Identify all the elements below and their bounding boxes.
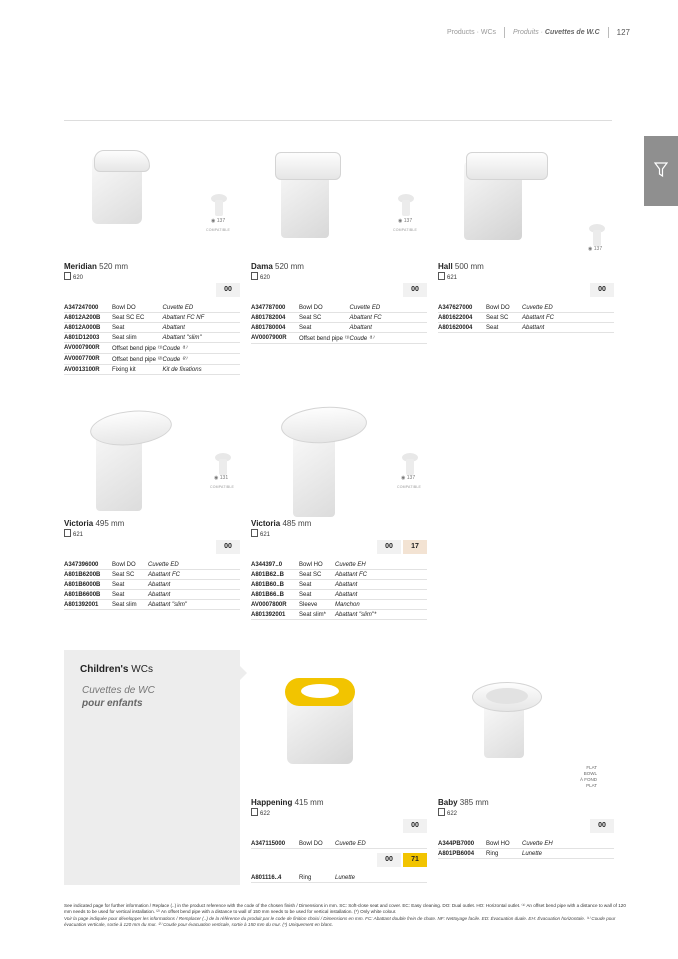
page-number: 127 [616, 28, 630, 37]
reference-code: A801782004 [251, 313, 299, 323]
finish-chip: 00 [216, 540, 240, 554]
reference-code: A347627000 [438, 303, 486, 313]
section-arrow [240, 666, 247, 680]
description-fr: Cuvette EH [335, 560, 427, 570]
description-fr: Cuvette ED [148, 560, 240, 570]
childrens-subtitle-fr: Cuvettes de WC [82, 685, 155, 696]
table-row [251, 873, 427, 883]
product-name: Meridian 520 mm [64, 262, 129, 271]
description-fr: Abattant [148, 590, 240, 600]
finish-chip: 17 [403, 540, 427, 554]
finish-chip: 00 [590, 283, 614, 297]
description-fr: Coude ⁽²⁾ [163, 354, 240, 365]
page-reference: 622 [251, 808, 427, 817]
product-image [251, 389, 427, 517]
finish-chip: 00 [403, 819, 427, 833]
description-fr: Abattant [522, 323, 614, 333]
description-fr: Abattant "slim" [148, 600, 240, 610]
description-fr: Abattant FC [350, 313, 427, 323]
page-header [447, 27, 630, 38]
reference-code: AV0007900R [251, 333, 299, 344]
bidet-reference: ◉ 137 [398, 218, 413, 224]
reference-code: A801392001 [251, 610, 299, 620]
description-fr: Abattant [148, 580, 240, 590]
product-name: Victoria 485 mm [251, 519, 312, 528]
description-fr: Cuvette ED [163, 303, 240, 313]
description-en: Bowl HO [486, 839, 522, 849]
reference-table [251, 303, 427, 344]
reference-code: A344PB7000 [438, 839, 486, 849]
header-divider [504, 27, 505, 38]
product-card-victoria-495 [64, 389, 240, 610]
description-en: Seat SC [112, 570, 148, 580]
product-name: Baby 385 mm [438, 798, 489, 807]
description-en: Seat [299, 580, 335, 590]
reference-code: A347396000 [64, 560, 112, 570]
reference-table-ring [251, 873, 427, 883]
reference-table [438, 839, 614, 859]
description-en: Seat [486, 323, 522, 333]
compatible-label: COMPATIBLE [393, 228, 418, 232]
table-row [251, 580, 427, 590]
description-fr: Manchon [335, 600, 427, 610]
product-image [251, 132, 427, 260]
reference-code: A8012A000B [64, 323, 112, 333]
page-reference: 621 [251, 529, 427, 538]
table-row [251, 600, 427, 610]
childrens-title: Children's WCs [80, 664, 153, 675]
table-row [64, 303, 240, 313]
bidet-reference: ◉ 137 [588, 246, 603, 252]
reference-code: A801PB6004 [438, 849, 486, 859]
table-row [438, 839, 614, 849]
product-card-baby [438, 668, 614, 859]
description-fr: Lunette [335, 873, 427, 883]
description-fr: Abattant "slim" [163, 333, 240, 343]
description-en: Fixing kit [112, 365, 163, 375]
reference-code: A347787000 [251, 303, 299, 313]
description-en: Seat slim [112, 600, 148, 610]
description-en: Offset bend pipe ⁽¹⁾ [112, 343, 163, 354]
description-fr: Abattant FC NF [163, 313, 240, 323]
finish-codes [251, 819, 427, 833]
finish-codes [64, 540, 240, 554]
page-reference: 622 [438, 808, 614, 817]
funnel-icon [654, 162, 668, 178]
description-fr: Abattant FC [148, 570, 240, 580]
page-reference: 620 [64, 272, 240, 281]
description-en: Seat slim [112, 333, 163, 343]
footnote-en: See indicated page for further information / Replace (..) in the product reference with the code of the chosen finish / Dimensions in mm. SC: Soft-close seat and cover. EC: Easy cleaning. DO: Dual outlet. HO: Horizontal outlet. ⁽¹⁾ An offset bend pipe with a distance to wall of 120 mm needs to be used for vertical installation. ⁽²⁾ An offset bend pipe with a distance to wall of 150 mm needs to be used for vertical installation. (*) Only white colour. [64, 903, 626, 914]
finish-codes [438, 819, 614, 833]
finish-codes [251, 283, 427, 297]
reference-table [251, 560, 427, 620]
reference-code: A801D12003 [64, 333, 112, 343]
reference-table [438, 303, 614, 333]
product-card-meridian [64, 132, 240, 375]
description-fr: Abattant [163, 323, 240, 333]
reference-code: A801B6200B [64, 570, 112, 580]
description-fr: Cuvette ED [335, 839, 427, 849]
childrens-section-box [64, 650, 240, 885]
description-en: Seat SC [299, 570, 335, 580]
description-fr: Kit de fixations [163, 365, 240, 375]
product-name: Dama 520 mm [251, 262, 304, 271]
finish-chip: 00 [216, 283, 240, 297]
description-fr: Coude ⁽¹⁾ [350, 333, 427, 344]
table-row [438, 313, 614, 323]
description-fr: Abattant [335, 590, 427, 600]
table-row [64, 354, 240, 365]
table-row [251, 590, 427, 600]
product-card-happening [251, 668, 427, 883]
description-en: Ring [486, 849, 522, 859]
page-reference: 620 [251, 272, 427, 281]
description-en: Seat slim* [299, 610, 335, 620]
description-en: Ring [299, 873, 335, 883]
product-name: Happening 415 mm [251, 798, 324, 807]
bidet-reference: ◉ 137 [211, 218, 226, 224]
description-en: Bowl DO [112, 560, 148, 570]
table-row [64, 570, 240, 580]
finish-chip: 00 [590, 819, 614, 833]
table-row [251, 570, 427, 580]
reference-code: A801780004 [251, 323, 299, 333]
table-row [438, 303, 614, 313]
header-produits-label: Produits · Cuvettes de W.C [513, 29, 600, 36]
finish-codes [64, 283, 240, 297]
top-rule [64, 120, 612, 121]
finish-chip: 00 [377, 853, 401, 867]
reference-code: A801622004 [438, 313, 486, 323]
description-fr: Abattant "slim"* [335, 610, 427, 620]
description-en: Offset bend pipe ⁽¹⁾ [299, 333, 350, 344]
header-products-label: Products · WCs [447, 29, 497, 36]
description-en: Seat SC [486, 313, 522, 323]
finish-chip: 00 [377, 540, 401, 554]
table-row [64, 590, 240, 600]
description-en: Sleeve [299, 600, 335, 610]
page-reference: 621 [438, 272, 614, 281]
reference-code: AV0007900R [64, 343, 112, 354]
header-divider [608, 27, 609, 38]
description-fr: Abattant [335, 580, 427, 590]
description-fr: Cuvette ED [350, 303, 427, 313]
table-row [251, 610, 427, 620]
table-row [64, 323, 240, 333]
page-reference: 621 [64, 529, 240, 538]
description-en: Bowl DO [486, 303, 522, 313]
product-name: Victoria 495 mm [64, 519, 125, 528]
description-en: Seat [112, 590, 148, 600]
table-row [64, 560, 240, 570]
table-row [64, 580, 240, 590]
product-card-hall [438, 132, 614, 333]
description-en: Seat [112, 323, 163, 333]
table-row [64, 365, 240, 375]
reference-code: AV0013100R [64, 365, 112, 375]
finish-chip: 00 [403, 283, 427, 297]
description-en: Seat SC EC [112, 313, 163, 323]
product-image [64, 132, 240, 260]
reference-code: A801620004 [438, 323, 486, 333]
description-en: Seat [299, 323, 350, 333]
childrens-subtitle-fr-bold: pour enfants [82, 698, 143, 709]
reference-code: A801116..4 [251, 873, 299, 883]
reference-table [251, 839, 427, 849]
table-row [251, 313, 427, 323]
reference-code: A801B6000B [64, 580, 112, 590]
product-name: Hall 500 mm [438, 262, 484, 271]
table-row [438, 323, 614, 333]
product-image [438, 132, 614, 260]
description-en: Bowl DO [299, 839, 335, 849]
description-fr: Abattant FC [335, 570, 427, 580]
table-row [251, 303, 427, 313]
product-image [64, 389, 240, 517]
finish-chip: 71 [403, 853, 427, 867]
table-row [251, 839, 427, 849]
description-fr: Abattant [350, 323, 427, 333]
reference-code: A347115000 [251, 839, 299, 849]
description-en: Seat SC [299, 313, 350, 323]
description-en: Offset bend pipe ⁽²⁾ [112, 354, 163, 365]
product-image [251, 668, 427, 796]
description-en: Bowl HO [299, 560, 335, 570]
reference-code: A344397..0 [251, 560, 299, 570]
compatible-label: COMPATIBLE [210, 485, 235, 489]
footnotes [64, 903, 630, 929]
reference-code: A801392001 [64, 600, 112, 610]
table-row [64, 333, 240, 343]
reference-code: A347247000 [64, 303, 112, 313]
description-fr: Cuvette ED [522, 303, 614, 313]
description-en: Seat [299, 590, 335, 600]
table-row [251, 560, 427, 570]
bidet-reference: ◉ 137 [401, 475, 416, 481]
description-en: Bowl DO [299, 303, 350, 313]
bidet-reference: ◉ 131 [214, 475, 229, 481]
product-card-victoria-485 [251, 389, 427, 620]
reference-table [64, 560, 240, 610]
table-row [64, 343, 240, 354]
reference-table [64, 303, 240, 375]
finish-codes [251, 540, 427, 554]
reference-code: A8012A200B [64, 313, 112, 323]
reference-code: A801B6600B [64, 590, 112, 600]
description-en: Seat [112, 580, 148, 590]
reference-code: A801B62..B [251, 570, 299, 580]
footnote-fr: Voir la page indiquée pour développer les informations / Remplacer (..) de la référence du produit par le code de finition choisi / Dimensions en mm. FC: Abattant double frein de chute. NF: Nettoyage facile. ED: Évacuation duale. EH: Évacuation horizontale. ⁽¹⁾ Coude pour évacuation verticale, sortie à 120 mm du mur. ⁽²⁾ Coude pour évacuation verticale, sortie à 150 mm du mur. (*) Uniquement en blanc. [64, 916, 616, 927]
description-fr: Lunette [522, 849, 614, 859]
reference-code: A801B66..B [251, 590, 299, 600]
flat-bowl-label: FLAT BOWL À FOND PLAT [580, 765, 598, 788]
compatible-label: COMPATIBLE [397, 485, 422, 489]
table-row [64, 313, 240, 323]
finish-codes-ring [251, 853, 427, 867]
section-side-tab[interactable] [644, 136, 678, 206]
description-fr: Coude ⁽¹⁾ [163, 343, 240, 354]
table-row [438, 849, 614, 859]
compatible-label: COMPATIBLE [206, 228, 231, 232]
reference-code: A801B60..B [251, 580, 299, 590]
finish-codes [438, 283, 614, 297]
description-fr: Cuvette EH [522, 839, 614, 849]
table-row [251, 333, 427, 344]
table-row [64, 600, 240, 610]
table-row [251, 323, 427, 333]
description-fr: Abattant FC [522, 313, 614, 323]
reference-code: AV0007700R [64, 354, 112, 365]
product-card-dama [251, 132, 427, 344]
description-en: Bowl DO [112, 303, 163, 313]
reference-code: AV0007800R [251, 600, 299, 610]
